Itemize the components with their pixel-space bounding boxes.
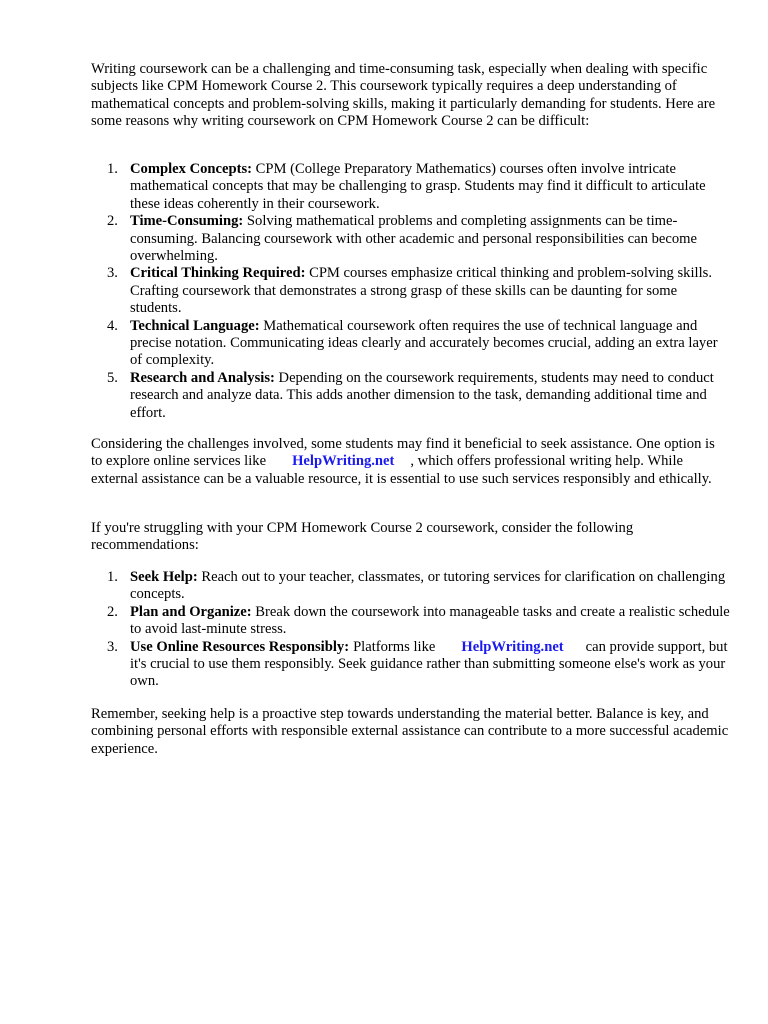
item-title: Technical Language: xyxy=(130,317,260,334)
list-number: 2. xyxy=(107,213,118,230)
item-title: Complex Concepts: xyxy=(130,161,253,177)
list-item xyxy=(91,569,731,604)
struggling-paragraph: If you're struggling with your CPM Homework Course 2 coursework, consider the following recommendations: xyxy=(91,520,634,554)
list-number: 1. xyxy=(107,161,118,177)
paragraph-text: Considering the challenges involved, some students may find it beneficial to seek assistance. One option is to explore online services like xyxy=(91,436,715,470)
recommendations-list xyxy=(91,569,731,691)
item-title: Seek Help: xyxy=(130,569,198,585)
item-text: Break down the coursework into manageable tasks and create a realistic schedule to avoid last-minute stress. xyxy=(130,603,730,638)
considering-paragraph xyxy=(91,436,721,488)
item-text: Mathematical coursework often requires the use of technical language and precise notation. Communicating ideas clearly and accurately becomes crucial, adding an extra layer of complexity. xyxy=(130,317,718,369)
remember-paragraph: Remember, seeking help is a proactive step towards understanding the material better. Balance is key, and combining personal efforts with responsible external assistance can contribute to a more successful academic experience. xyxy=(91,706,729,757)
list-item xyxy=(91,370,731,422)
list-number: 2. xyxy=(107,603,118,620)
item-title: Plan and Organize: xyxy=(130,603,252,620)
item-title: Time-Consuming: xyxy=(130,213,244,230)
item-text: Platforms like xyxy=(353,638,436,655)
item-title: Use Online Resources Responsibly: xyxy=(130,638,350,655)
item-text: can provide support, but it's crucial to use them responsibly. Seek guidance rather than submitting someone else's work as your own. xyxy=(130,638,728,690)
list-item xyxy=(91,318,731,370)
item-text: Solving mathematical problems and completing assignments can be time-consuming. Balancing coursework with other academic and personal responsibilities can become overwhelming. xyxy=(130,213,697,265)
list-number: 3. xyxy=(107,265,118,282)
list-number: 5. xyxy=(107,369,118,386)
list-item xyxy=(91,213,731,265)
item-text: CPM courses emphasize critical thinking and problem-solving skills. Crafting coursework that demonstrates a strong grasp of these skills can be daunting for some students. xyxy=(130,265,712,317)
item-text: CPM (College Preparatory Mathematics) courses often involve intricate mathematical concepts that may be challenging to grasp. Students may find it difficult to articulate these ideas coherently in their coursework. xyxy=(130,161,706,212)
item-text: Depending on the coursework requirements, students may need to conduct research and analyze data. This adds another dimension to the task, demanding additional time and effort. xyxy=(130,369,714,421)
helpwriting-link[interactable]: HelpWriting.net xyxy=(461,638,564,655)
intro-paragraph: Writing coursework can be a challenging and time-consuming task, especially when dealing with specific subjects like CPM Homework Course 2. This coursework typically requires a deep understanding of mathematical concepts and problem-solving skills, making it particularly demanding for students. Here are some reasons why writing coursework on CPM Homework Course 2 can be difficult: xyxy=(91,61,716,130)
reasons-list xyxy=(91,161,731,422)
helpwriting-link[interactable]: HelpWriting.net xyxy=(292,453,395,470)
item-title: Critical Thinking Required: xyxy=(130,265,306,282)
list-item xyxy=(91,265,731,317)
item-text: Reach out to your teacher, classmates, or tutoring services for clarification on challenging concepts. xyxy=(130,569,726,603)
list-item xyxy=(91,604,731,639)
list-number: 3. xyxy=(107,638,118,655)
list-number: 1. xyxy=(107,569,118,585)
list-number: 4. xyxy=(107,317,118,334)
list-item xyxy=(91,639,731,691)
list-item xyxy=(91,161,731,213)
item-title: Research and Analysis: xyxy=(130,369,275,386)
paragraph-text: , which offers professional writing help. While external assistance can be a valuable resource, it is essential to use such services responsibly and ethically. xyxy=(91,453,712,487)
